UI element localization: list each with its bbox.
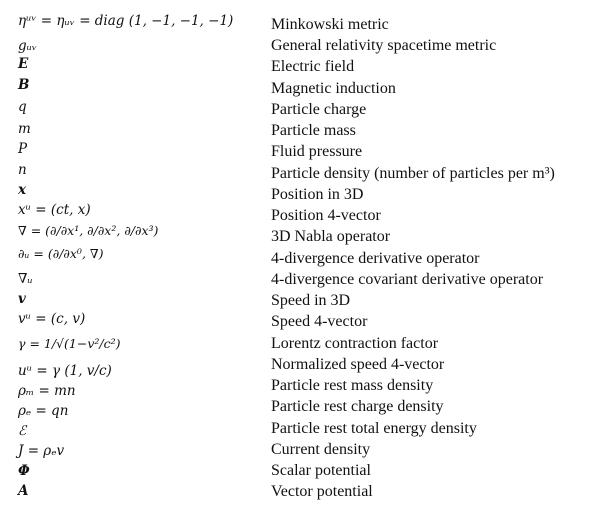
symbol-particle-charge: q (18, 99, 27, 115)
description-magnetic-induction: Magnetic induction (271, 80, 396, 97)
symbol-spacetime-metric: gᵤᵥ (18, 38, 38, 54)
description-particle-density: Particle density (number of particles per m³) (271, 165, 555, 182)
description-covariant-derivative: 4-divergence covariant derivative operator (271, 271, 544, 288)
symbol-current-density: J = ρₑv (18, 443, 65, 459)
description-scalar-potential: Scalar potential (271, 462, 371, 479)
description-particle-charge: Particle charge (271, 101, 367, 118)
description-normalized-speed: Normalized speed 4-vector (271, 356, 445, 373)
symbol-minkowski-metric: ηᵘᵛ = ηᵤᵥ = diag (1, −1, −1, −1) (18, 13, 234, 29)
symbol-rest-energy-density: ℰ (18, 423, 27, 439)
description-rest-energy-density: Particle rest total energy density (271, 420, 477, 437)
description-speed-3d: Speed in 3D (271, 292, 351, 309)
symbol-speed-3d: v (18, 291, 26, 307)
symbol-covariant-derivative: ∇ᵤ (18, 271, 33, 287)
symbol-magnetic-induction: B (18, 77, 30, 93)
symbol-rest-charge-density: ρₑ = qn (18, 403, 69, 419)
symbol-position-4-vector: xᵘ = (ct, x) (18, 202, 91, 218)
symbol-lorentz-factor: γ = 1/√(1−v²/c²) (18, 336, 121, 351)
description-vector-potential: Vector potential (271, 483, 373, 500)
symbol-nabla-operator: ∇ = (∂/∂x¹, ∂/∂x², ∂/∂x³) (18, 223, 159, 238)
description-particle-mass: Particle mass (271, 122, 356, 139)
symbol-4-divergence: ∂ᵤ = (∂/∂x⁰, ∇) (18, 246, 104, 261)
description-lorentz-factor: Lorentz contraction factor (271, 335, 439, 352)
description-speed-4-vector: Speed 4-vector (271, 313, 368, 330)
description-rest-charge-density: Particle rest charge density (271, 398, 444, 415)
symbol-speed-4-vector: vᵘ = (c, v) (18, 311, 86, 327)
description-4-divergence: 4-divergence derivative operator (271, 250, 480, 267)
symbol-scalar-potential: Φ (18, 463, 30, 479)
description-current-density: Current density (271, 441, 371, 458)
symbol-position-3d: x (18, 182, 27, 198)
symbol-particle-mass: m (18, 121, 31, 137)
description-position-3d: Position in 3D (271, 186, 364, 203)
description-nabla-operator: 3D Nabla operator (271, 228, 391, 245)
symbol-vector-potential: A (18, 483, 29, 499)
description-electric-field: Electric field (271, 58, 355, 75)
symbol-normalized-speed: uᵘ = γ (1, v/c) (18, 363, 112, 379)
description-fluid-pressure: Fluid pressure (271, 143, 363, 160)
symbol-fluid-pressure: P (18, 141, 28, 157)
description-spacetime-metric: General relativity spacetime metric (271, 37, 497, 54)
symbol-rest-mass-density: ρₘ = mn (18, 383, 76, 399)
description-rest-mass-density: Particle rest mass density (271, 377, 434, 394)
symbol-electric-field: E (18, 56, 29, 72)
description-minkowski-metric: Minkowski metric (271, 16, 389, 33)
symbol-particle-density: n (18, 162, 27, 178)
description-position-4-vector: Position 4-vector (271, 207, 381, 224)
